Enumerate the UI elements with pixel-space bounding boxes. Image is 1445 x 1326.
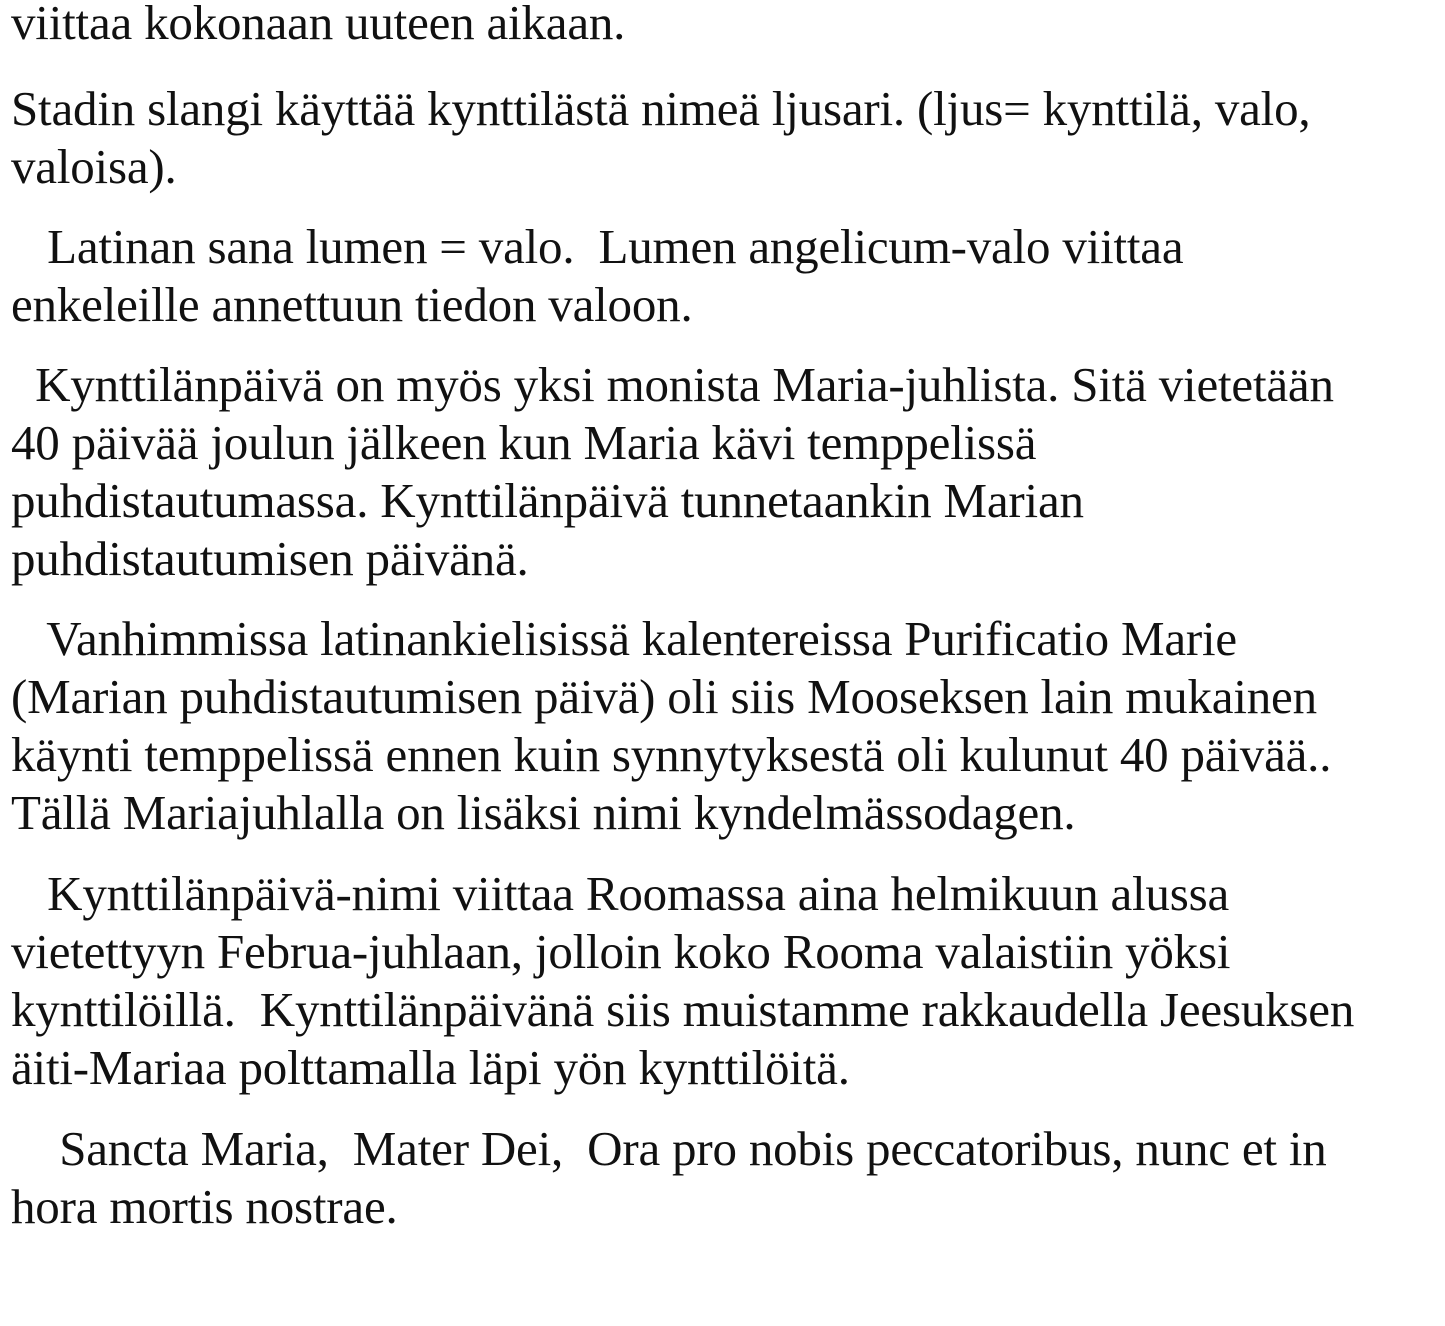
paragraph-line: enkeleille annettuun tiedon valoon.	[11, 277, 693, 332]
paragraph-line: Sancta Maria, Mater Dei, Ora pro nobis peccatoribus, nunc et in	[11, 1121, 1327, 1176]
paragraph-line: puhdistautumassa. Kynttilänpäivä tunnetaankin Marian	[11, 473, 1084, 528]
paragraph-line: hora mortis nostrae.	[11, 1179, 398, 1234]
paragraph-line: vietettyyn Februa-juhlaan, jolloin koko Rooma valaistiin yöksi	[11, 924, 1231, 979]
paragraph-line: Kynttilänpäivä on myös yksi monista Maria-juhlista. Sitä vietetään	[11, 357, 1334, 412]
paragraph-line: Tällä Mariajuhlalla on lisäksi nimi kyndelmässodagen.	[11, 785, 1076, 840]
paragraph-line: viittaa kokonaan uuteen aikaan.	[11, 0, 626, 50]
paragraph-line: Vanhimmissa latinankielisissä kalentereissa Purificatio Marie	[11, 611, 1237, 666]
paragraph-line: puhdistautumisen päivänä.	[11, 531, 529, 586]
paragraph-line: 40 päivää joulun jälkeen kun Maria kävi temppelissä	[11, 415, 1037, 470]
paragraph-line: Latinan sana lumen = valo. Lumen angelicum-valo viittaa	[11, 219, 1184, 274]
paragraph-line: käynti temppelissä ennen kuin synnytyksestä oli kulunut 40 päivää..	[11, 727, 1332, 782]
paragraph-line: kynttilöillä. Kynttilänpäivänä siis muistamme rakkaudella Jeesuksen	[11, 982, 1355, 1037]
paragraph-line: (Marian puhdistautumisen päivä) oli siis Mooseksen lain mukainen	[11, 669, 1317, 724]
paragraph-line: Kynttilänpäivä-nimi viittaa Roomassa aina helmikuun alussa	[11, 866, 1229, 921]
paragraph-line: valoisa).	[11, 139, 177, 194]
paragraph-line: Stadin slangi käyttää kynttilästä nimeä ljusari. (ljus= kynttilä, valo,	[11, 81, 1311, 136]
paragraph-line: äiti-Mariaa polttamalla läpi yön kynttilöitä.	[11, 1040, 850, 1095]
